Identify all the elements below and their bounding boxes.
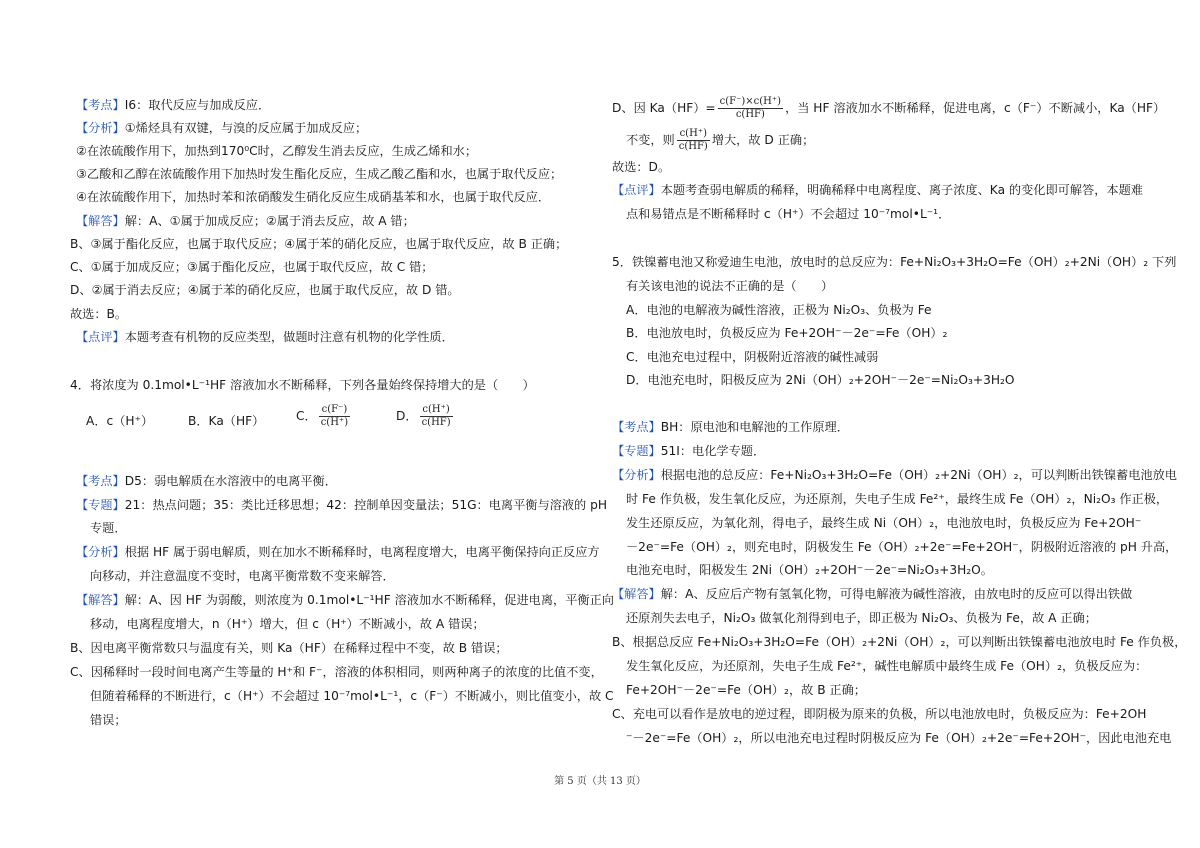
tag-kaodian: 【考点】 xyxy=(612,420,661,434)
jieda-line-2: B、③属于酯化反应，也属于取代反应；④属于苯的硝化反应，也属于取代反应，故 B 正确； xyxy=(70,237,568,251)
jieda-line-b3: B、因电离平衡常数只与温度有关，则 Ka（HF）在稀释过程中不变，故 B 错误； xyxy=(70,641,508,655)
tag-kaodian: 【考点】 xyxy=(76,474,125,488)
tag-fenxi: 【分析】 xyxy=(76,545,125,559)
zhuanti-text: 21：热点问题；35：类比迁移思想；42：控制单因变量法；51G：电离平衡与溶液的 pH xyxy=(124,498,608,512)
fraction-numerator: c(F⁻) xyxy=(319,404,350,417)
q5-option-c: C．电池充电过程中，阴极附近溶液的碱性减弱 xyxy=(626,350,879,364)
kaodian-line xyxy=(76,96,270,114)
jieda-line-b2: 移动，电离程度增大，n（H⁺）增大，但 c（H⁺）不断减小，故 A 错误； xyxy=(90,617,485,631)
tag-jieda: 【解答】 xyxy=(76,214,125,228)
option-c-label: C． xyxy=(296,409,317,423)
option-c xyxy=(296,404,352,429)
kaodian-text: D5：弱电解质在水溶液中的电离平衡． xyxy=(124,474,337,488)
jieda-line-c5: Fe+2OH⁻－2e⁻=Fe（OH）₂，故 B 正确； xyxy=(626,683,866,697)
option-c-fraction xyxy=(319,404,350,429)
fraction-numerator: c(H⁺) xyxy=(420,404,453,417)
tag-kaodian: 【考点】 xyxy=(76,98,125,112)
option-a: A．c（H⁺） xyxy=(86,414,154,428)
dianping-line-b2: 点和易错点是不断稀释时 c（H⁺）不会超过 10⁻⁷mol•L⁻¹． xyxy=(626,207,951,221)
option-d-fraction xyxy=(420,404,453,429)
jieda-text: 解：A、①属于加成反应；②属于消去反应，故 A 错； xyxy=(124,214,415,228)
zhuanti-line xyxy=(76,496,607,514)
fenxi-line-2: ②在浓硫酸作用下，加热到170⁰C时，乙醇发生消去反应，生成乙烯和水； xyxy=(76,144,478,158)
tag-fenxi: 【分析】 xyxy=(76,121,125,135)
ratio-fraction xyxy=(677,128,710,153)
fraction-denominator: c(HF) xyxy=(735,109,765,120)
q5-option-a: A．电池的电解液为碱性溶液，正极为 Ni₂O₃、负极为 Fe xyxy=(626,303,932,317)
question-5: 5．铁镍蓄电池又称爱迪生电池，放电时的总反应为：Fe+Ni₂O₃+3H₂O=Fe（OH）₂+2Ni（OH）₂ 下列 xyxy=(612,255,1177,269)
jieda-text: 解：A、因 HF 为弱酸，则浓度为 0.1mol•L⁻¹HF 溶液加水不断稀释，促进电离，平衡正向 xyxy=(124,593,614,607)
jieda-line-b xyxy=(76,591,614,609)
fraction-denominator: c(H⁺) xyxy=(320,417,349,428)
fenxi-line-c5: 电池充电时，阳极发生 2Ni（OH）₂+2OH⁻－2e⁻=Ni₂O₃+3H₂O。 xyxy=(626,563,993,577)
ka-expression: D、因 Ka（HF）= xyxy=(612,101,716,115)
fraction-denominator: c(HF) xyxy=(678,141,708,152)
zhuanti-line-2: 专题． xyxy=(90,521,127,535)
question-4: 4．将浓度为 0.1mol•L⁻¹HF 溶液加水不断稀释，下列各量始终保持增大的是（ ） xyxy=(70,378,535,392)
fenxi-line-c4: －2e⁻=Fe（OH）₂，则充电时，阴极发生 Fe（OH）₂+2e⁻=Fe+2OH⁻，阴极附近溶液的 pH 升高， xyxy=(626,540,1178,554)
jieda-line xyxy=(76,212,415,230)
fenxi-text: 根据 HF 属于弱电解质，则在加水不断稀释时，电离程度增大，电离平衡保持向正反应方 xyxy=(124,545,600,559)
jieda-line-c3: B、根据总反应 Fe+Ni₂O₃+3H₂O=Fe（OH）₂+2Ni（OH）₂，可以判断出铁镍蓄电池放电时 Fe 作负极， xyxy=(612,635,1187,649)
jieda-line-b6: 错误； xyxy=(90,713,127,727)
dianping-line xyxy=(76,328,454,346)
q5-option-b: B．电池放电时，负极反应为 Fe+2OH⁻－2e⁻=Fe（OH）₂ xyxy=(626,326,948,340)
fenxi-line-c xyxy=(612,466,1177,484)
fenxi-line-b xyxy=(76,543,600,561)
dianping-text: 本题考查弱电解质的稀释，明确稀释中电离程度、离子浓度、Ka 的变化即可解答，本题难 xyxy=(660,183,1143,197)
fraction-numerator: c(F⁻)×c(H⁺) xyxy=(719,96,782,107)
fenxi-line-4: ④在浓硫酸作用下，加热时苯和浓硝酸发生硝化反应生成硝基苯和水，也属于取代反应． xyxy=(76,190,551,204)
option-d-label: D． xyxy=(396,409,418,423)
ratio-prefix: 不变，则 xyxy=(626,133,675,147)
fenxi-text: ①烯烃具有双键，与溴的反应属于加成反应； xyxy=(124,121,368,135)
tag-zhuanti: 【专题】 xyxy=(612,444,661,458)
kaodian-text: I6：取代反应与加成反应． xyxy=(124,98,271,112)
kaodian-text: BH：原电池和电解池的工作原理． xyxy=(660,420,849,434)
jieda-line-c2: 还原剂失去电子，Ni₂O₃ 做氧化剂得到电子，即正极为 Ni₂O₃、负极为 Fe，故 A 正确； xyxy=(626,611,1097,625)
dianping-text: 本题考查有机物的反应类型，做题时注意有机物的化学性质． xyxy=(124,330,454,344)
zhuanti-text: 51I：电化学专题． xyxy=(660,444,766,458)
option-b: B．Ka（HF） xyxy=(188,414,265,428)
fenxi-line xyxy=(76,119,367,137)
jieda-line-c6: C、充电可以看作是放电的逆过程，即阴极为原来的负极，所以电池放电时，负极反应为：Fe+2OH xyxy=(612,707,1147,721)
fenxi-line-b2: 向移动，并注意温度不变时，电离平衡常数不变来解答． xyxy=(90,569,395,583)
tag-dianping: 【点评】 xyxy=(76,330,125,344)
fraction-numerator: c(H⁺) xyxy=(677,128,710,141)
page-footer: 第 5 页（共 13 页） xyxy=(554,776,646,787)
tag-jieda: 【解答】 xyxy=(76,593,125,607)
question-5-line-2: 有关该电池的说法不正确的是（ ） xyxy=(626,279,834,293)
fenxi-line-3: ③乙酸和乙醇在浓硫酸作用下加热时发生酯化反应，生成乙酸乙酯和水，也属于取代反应； xyxy=(76,167,563,181)
jieda-line-c4: 发生氧化反应，为还原剂，失电子生成 Fe²⁺，碱性电解质中最终生成 Fe（OH）₂，负极反应为： xyxy=(626,659,1148,673)
ka-explanation: ，当 HF 溶液加水不断稀释，促进电离，c（F⁻）不断减小，Ka（HF） xyxy=(785,101,1166,115)
answer-line-d: 故选：D。 xyxy=(612,160,671,174)
q5-option-d: D．电池充电时，阳极反应为 2Ni（OH）₂+2OH⁻－2e⁻=Ni₂O₃+3H₂O xyxy=(626,373,1015,387)
kaodian-line-2 xyxy=(76,472,337,490)
fenxi-text: 根据电池的总反应：Fe+Ni₂O₃+3H₂O=Fe（OH）₂+2Ni（OH）₂，可以判断出铁镍蓄电池放电 xyxy=(660,468,1177,482)
dianping-line-b xyxy=(612,181,1143,199)
jieda-text: 解：A、反应后产物有氢氧化物，可得电解液为碱性溶液，由放电时的反应可以得出铁做 xyxy=(660,587,1133,601)
tag-fenxi: 【分析】 xyxy=(612,468,661,482)
tag-jieda: 【解答】 xyxy=(612,587,661,601)
jieda-line-b4: C、因稀释时一段时间电离产生等量的 H⁺和 F⁻，溶液的体积相同，则两种离子的浓度的比值不变， xyxy=(70,665,603,679)
tag-dianping: 【点评】 xyxy=(612,183,661,197)
jieda-line-4: D、②属于消去反应；④属于苯的硝化反应，也属于取代反应，故 D 错。 xyxy=(70,283,460,297)
option-d-analysis xyxy=(612,96,1165,121)
tag-zhuanti: 【专题】 xyxy=(76,498,125,512)
kaodian-line-3 xyxy=(612,418,849,436)
jieda-line-c7: ⁻－2e⁻=Fe（OH）₂，所以电池充电过程时阴极反应为 Fe（OH）₂+2e⁻=Fe+2OH⁻，因此电池充电 xyxy=(626,731,1172,745)
option-d xyxy=(396,404,455,429)
fraction-denominator: c(HF) xyxy=(421,417,451,428)
fenxi-line-c3: 发生还原反应，为氧化剂，得电子，最终生成 Ni（OH）₂，电池放电时，负极反应为 Fe+2OH⁻ xyxy=(626,516,1142,530)
zhuanti-line-3 xyxy=(612,442,765,460)
option-d-analysis-2 xyxy=(626,128,814,153)
ratio-suffix: 增大，故 D 正确； xyxy=(711,133,815,147)
jieda-line-3: C、①属于加成反应；③属于酯化反应，也属于取代反应，故 C 错； xyxy=(70,260,434,274)
fenxi-line-c2: 时 Fe 作负极，发生氧化反应，为还原剂，失电子生成 Fe²⁺，最终生成 Fe（OH）₂，Ni₂O₃ 作正极， xyxy=(626,492,1169,506)
jieda-line-c xyxy=(612,585,1132,603)
ka-fraction xyxy=(718,96,783,121)
answer-line: 故选：B。 xyxy=(70,307,128,321)
jieda-line-b5: 但随着稀释的不断进行，c（H⁺）不会超过 10⁻⁷mol•L⁻¹，c（F⁻）不断减小，则比值变小，故 C xyxy=(90,689,614,703)
